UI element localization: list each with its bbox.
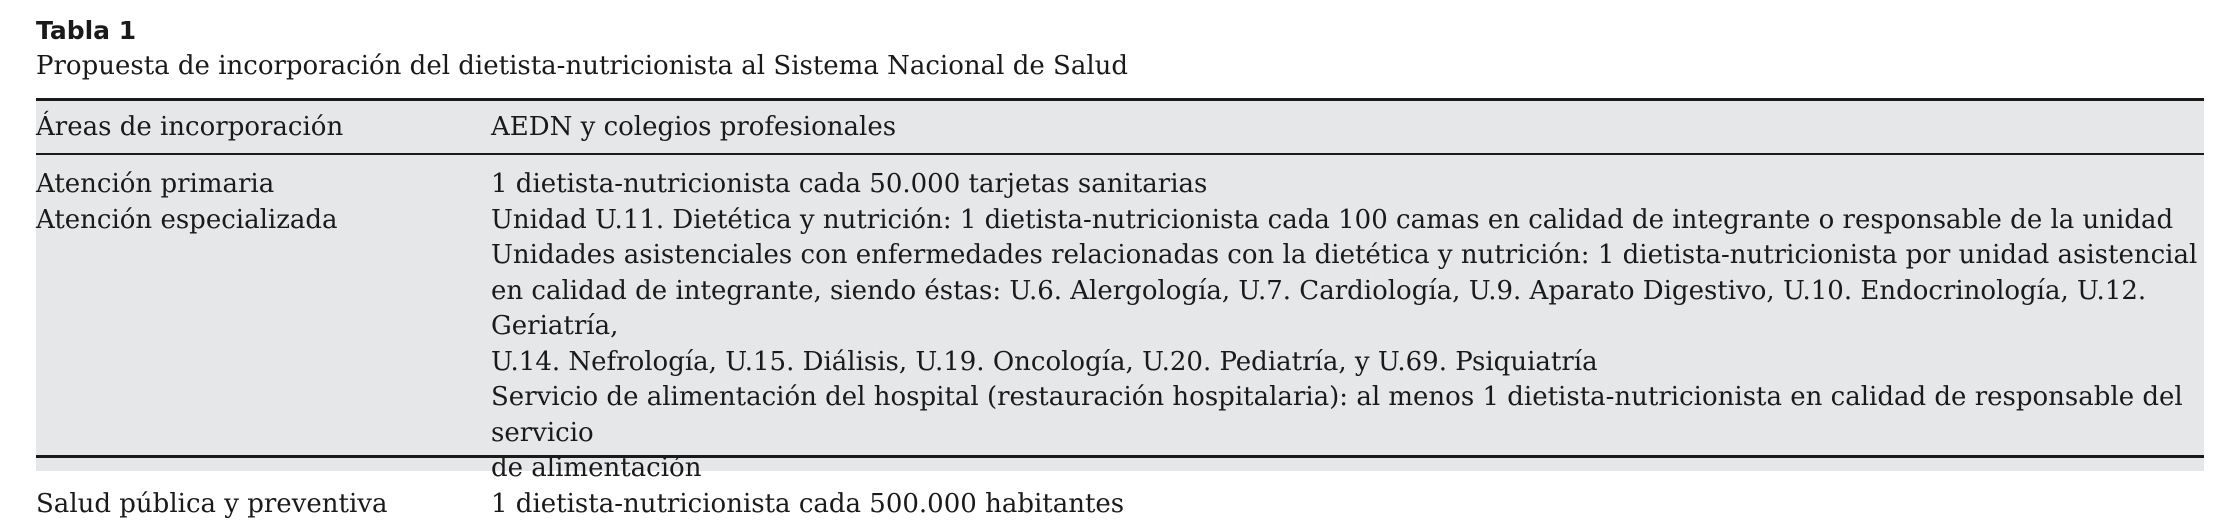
table-label: Tabla 1 bbox=[36, 14, 2204, 48]
table-caption: Propuesta de incorporación del dietista-nutricionista al Sistema Nacional de Salud bbox=[36, 48, 2204, 84]
row-detail-line: Unidades asistenciales con enfermedades relacionadas con la dietética y nutrición: 1 dietista-nutricionista por unidad asistencial bbox=[491, 238, 2204, 274]
row-detail-line: Servicio de alimentación del hospital (restauración hospitalaria): al menos 1 dietista-nutricionista en calidad de responsable del servicio bbox=[491, 380, 2204, 451]
row-area-cell: Salud pública y preventiva bbox=[36, 487, 491, 522]
row-area-cell: Atención especializada bbox=[36, 203, 491, 487]
row-detail-line: en calidad de integrante, siendo éstas: U.6. Alergología, U.7. Cardiología, U.9. Aparato Digestivo, U.10. Endocrinología, U.12. Geriatría, bbox=[491, 274, 2204, 345]
row-area-cell: Atención primaria bbox=[36, 167, 491, 203]
row-detail-line: U.14. Nefrología, U.15. Diálisis, U.19. Oncología, U.20. Pediatría, y U.69. Psiquiatría bbox=[491, 345, 2204, 381]
data-table bbox=[36, 98, 2204, 471]
row-detail-line: de alimentación bbox=[491, 451, 2204, 487]
row-detail-line: Unidad U.11. Dietética y nutrición: 1 dietista-nutricionista cada 100 camas en calidad de integrante o responsable de la unidad bbox=[491, 203, 2204, 239]
column-header-areas: Áreas de incorporación bbox=[36, 112, 491, 142]
table-row-atencion-especializada bbox=[36, 203, 2204, 487]
table-row-salud-publica bbox=[36, 487, 2204, 522]
table-bottom-rule bbox=[36, 455, 2204, 458]
row-detail-cell bbox=[491, 203, 2204, 487]
row-detail-line: 1 dietista-nutricionista cada 500.000 habitantes bbox=[491, 487, 2204, 522]
table-header-row bbox=[36, 101, 2204, 155]
row-detail-line: 1 dietista-nutricionista cada 50.000 tarjetas sanitarias bbox=[491, 167, 2204, 203]
row-detail-cell bbox=[491, 167, 2204, 203]
column-header-aedn: AEDN y colegios profesionales bbox=[491, 112, 2204, 142]
table-block bbox=[36, 14, 2204, 471]
table-row-atencion-primaria bbox=[36, 167, 2204, 203]
row-detail-cell bbox=[491, 487, 2204, 522]
table-body bbox=[36, 155, 2204, 522]
